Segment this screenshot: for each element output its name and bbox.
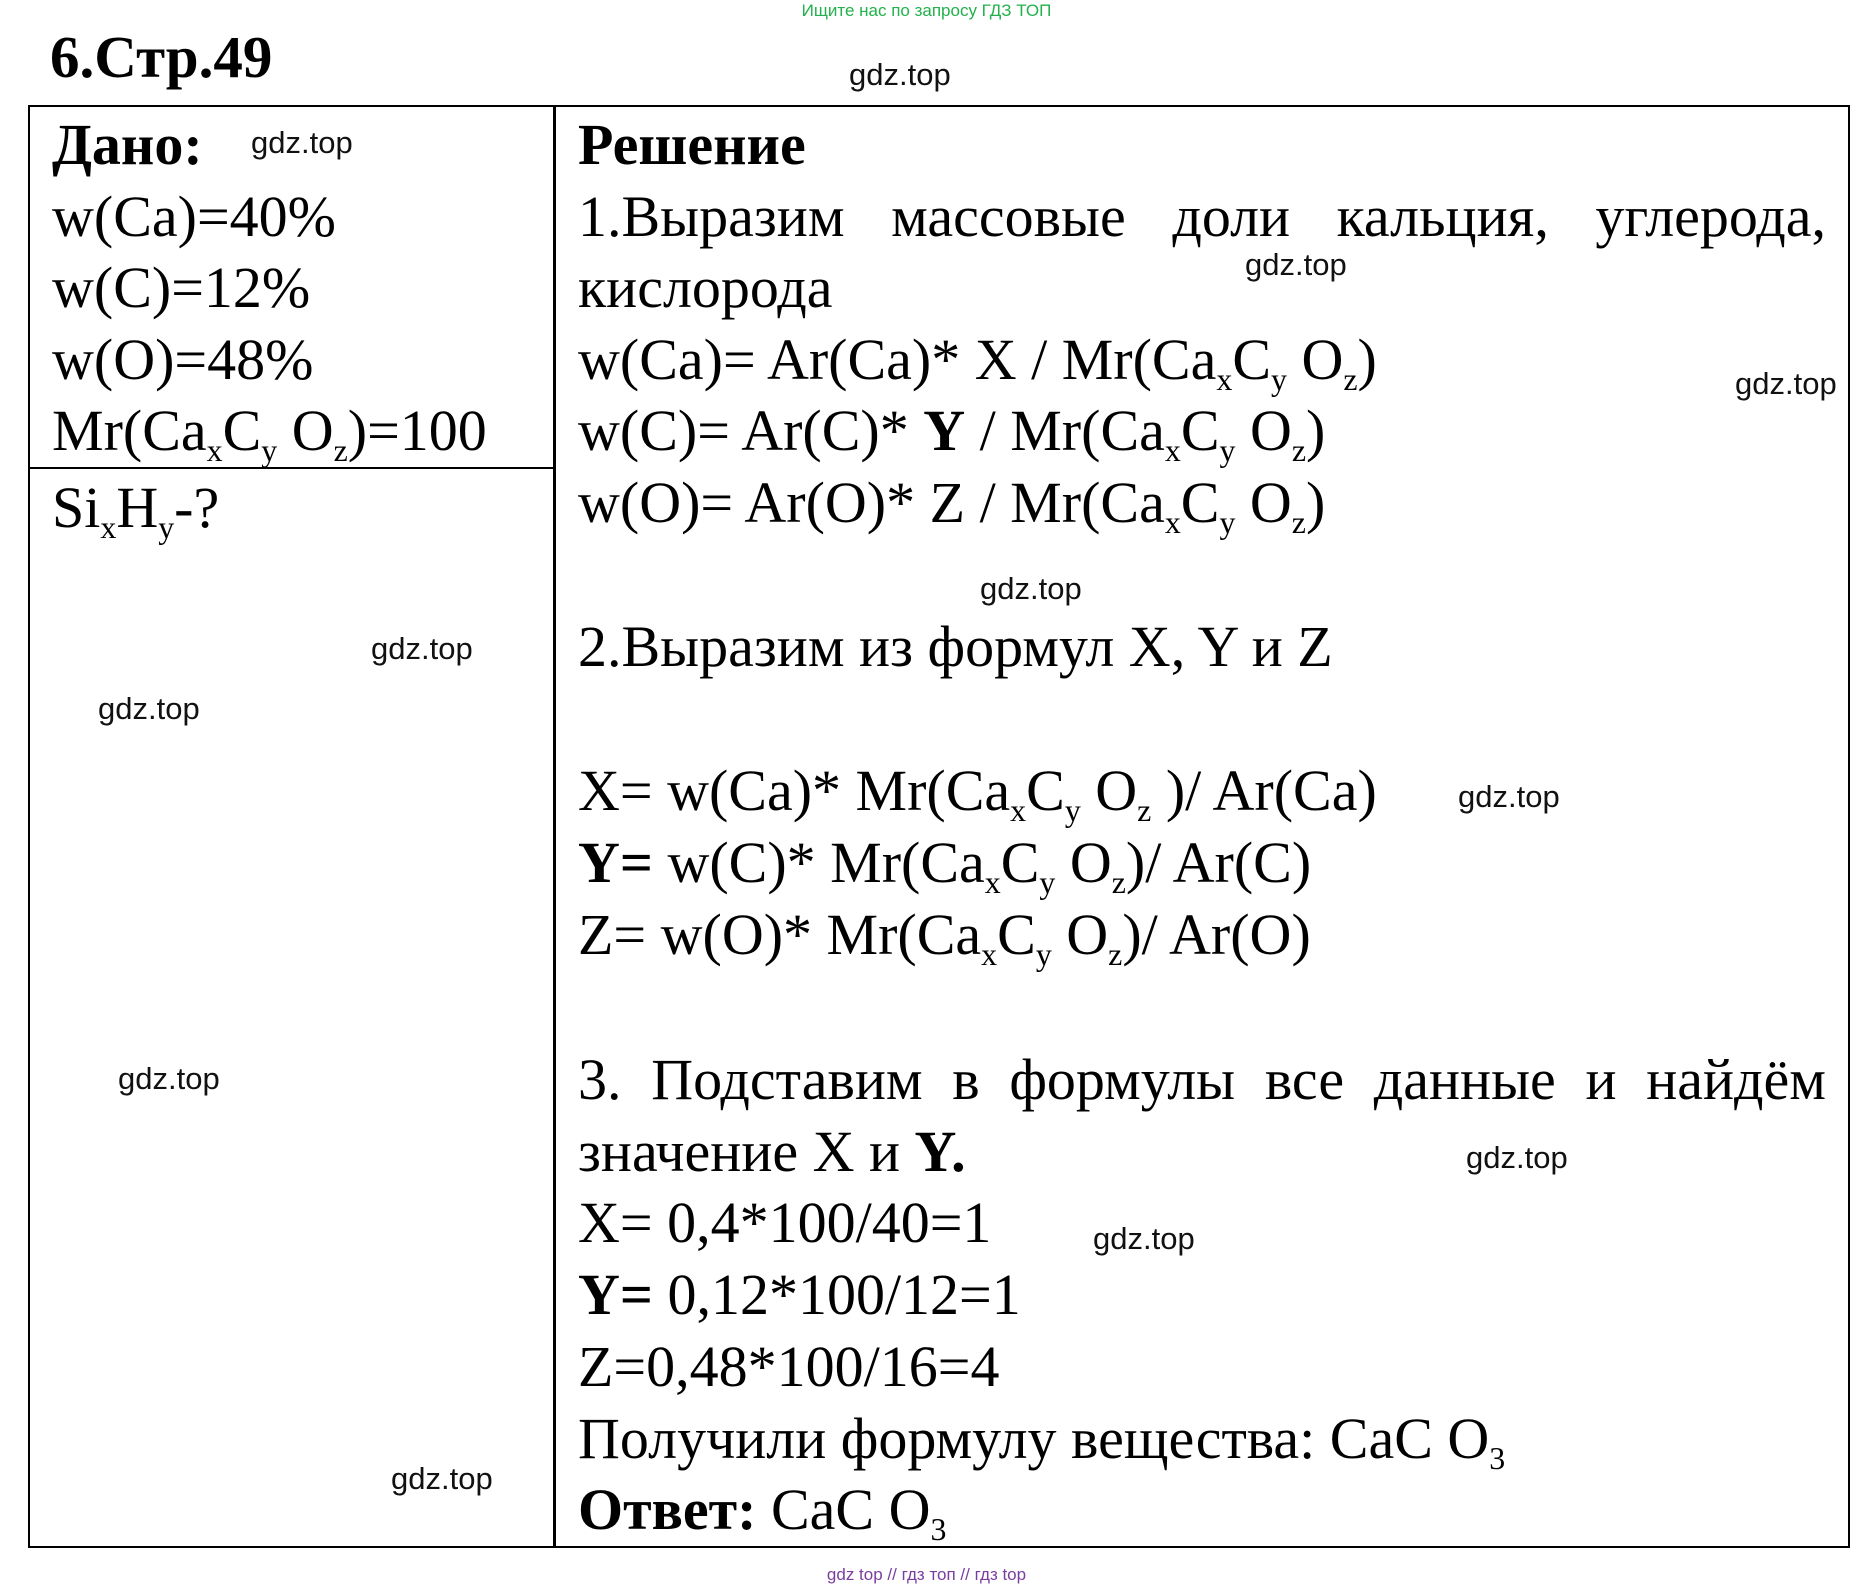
solution-heading: Решение xyxy=(578,112,806,177)
given-heading: Дано: xyxy=(52,112,203,177)
expr-z: Z= w(O)* $Mr(Ca_xC_y$ $O_z)/$ Ar(O) xyxy=(578,902,1311,973)
answer: Ответ: CaC $O_3$ xyxy=(578,1477,947,1548)
step2: 2.Выразим из формул X, Y и Z xyxy=(578,614,1333,679)
watermark: gdz.top xyxy=(1245,247,1347,282)
step3: 3. Подставим в формулы все данные и найдём xyxy=(578,1047,1826,1112)
eq-w-c: w(C)= Ar(C)* Y / $Mr(Ca_xC_y$ $O_z$) xyxy=(578,398,1326,469)
expr-x: X= w(Ca)* $Mr(Ca_xC_y$ $O_z$ )/ Ar(Ca) xyxy=(578,758,1377,829)
given-c: w(C)=12% xyxy=(52,255,311,320)
given-mr: $Mr(Ca_xC_y$ $O_z)=100$ xyxy=(52,398,487,469)
calc-y: Y= 0,12*100/12=1 xyxy=(578,1262,1021,1327)
watermark: gdz.top xyxy=(1093,1221,1195,1256)
solution-table xyxy=(28,105,1850,1548)
watermark: gdz.top xyxy=(371,631,473,666)
find-target: $Si_xH_y-$? xyxy=(52,475,220,546)
result-formula: Получили формулу вещества: CaC $O_3$ xyxy=(578,1406,1506,1477)
given-ca: w(Ca)=40% xyxy=(52,184,336,249)
watermark: gdz.top xyxy=(251,125,353,160)
watermark: gdz.top xyxy=(1466,1140,1568,1175)
given-o: w(O)=48% xyxy=(52,327,314,392)
step1: 1.Выразим массовые доли кальция, углерода, xyxy=(578,184,1826,249)
page-title: 6.Стр.49 xyxy=(50,24,273,90)
search-banner: Ищите нас по запросу ГДЗ ТОП xyxy=(801,1,1052,20)
watermark: gdz.top xyxy=(1458,779,1560,814)
step3-cont: значение X и Y. xyxy=(578,1119,966,1184)
given-divider xyxy=(28,467,555,469)
calc-z: Z=0,48*100/16=4 xyxy=(578,1334,1000,1399)
column-divider xyxy=(553,105,556,1548)
watermark: gdz.top xyxy=(98,691,200,726)
expr-y: Y= w(C)* $Mr(Ca_xC_y$ $O_z)/$ Ar(C) xyxy=(578,830,1312,901)
eq-w-o: w(O)= Ar(O)* Z / $Mr(Ca_xC_y$ $O_z$) xyxy=(578,470,1326,541)
eq-w-ca: w(Ca)= Ar(Ca)* X / $Mr(Ca_xC_y$ $O_z$) xyxy=(578,327,1377,398)
footer-links: gdz top // гдз топ // гдз top xyxy=(826,1565,1027,1584)
step1-cont: кислорода xyxy=(578,255,833,320)
watermark: gdz.top xyxy=(391,1461,493,1496)
watermark: gdz.top xyxy=(980,571,1082,606)
calc-x: X= 0,4*100/40=1 xyxy=(578,1190,992,1255)
watermark: gdz.top xyxy=(118,1061,220,1096)
watermark: gdz.top xyxy=(1735,366,1837,401)
watermark: gdz.top xyxy=(849,57,951,92)
